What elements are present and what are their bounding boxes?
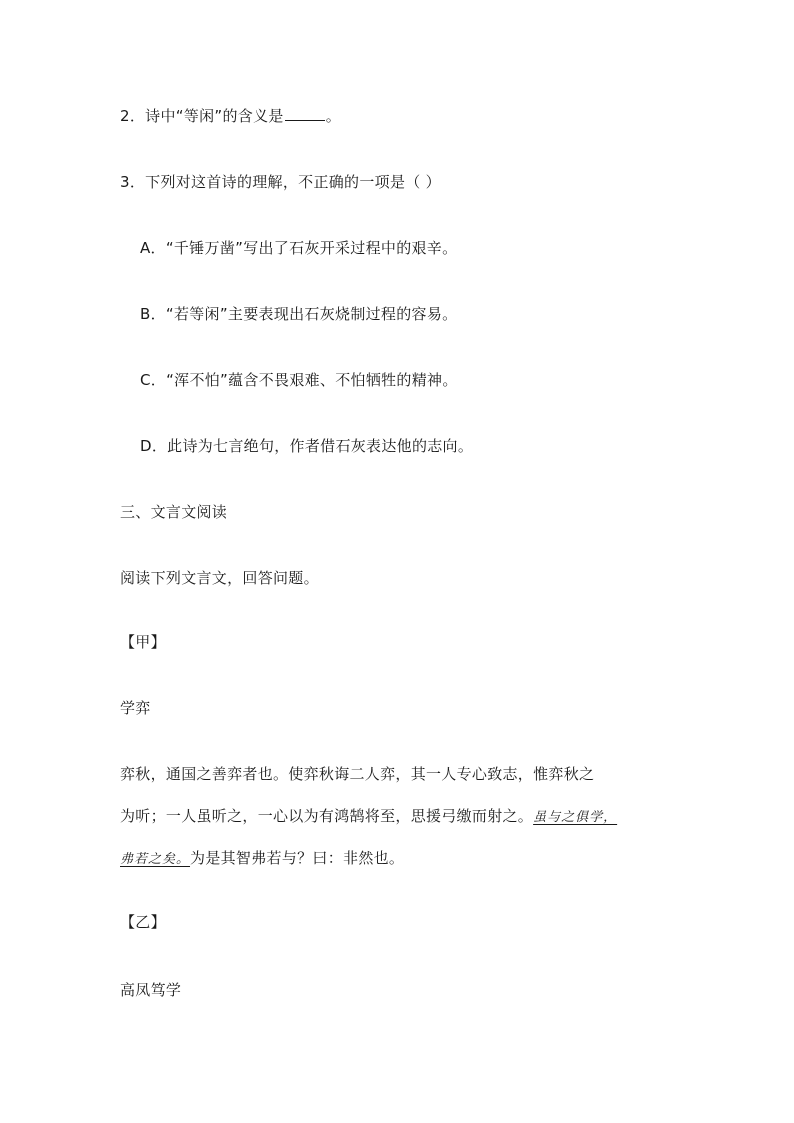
option-c[interactable]: C．“浑不怕”蕴含不畏艰难、不怕牺牲的精神。 xyxy=(140,371,458,389)
option-a[interactable]: A．“千锤万凿”写出了石灰开采过程中的艰辛。 xyxy=(140,239,458,257)
question-2 xyxy=(120,106,341,126)
question-2-end: 。 xyxy=(325,107,341,125)
passage-jia-line-3 xyxy=(120,848,404,870)
passage-jia-line-2 xyxy=(120,806,617,828)
passage-jia-line-1: 弈秋，通国之善弈者也。使弈秋诲二人弈，其一人专心致志，惟弈秋之 xyxy=(120,765,595,783)
option-d[interactable]: D．此诗为七言绝句，作者借石灰表达他的志向。 xyxy=(140,437,474,455)
answer-blank[interactable] xyxy=(285,106,325,121)
option-b[interactable]: B．“若等闲”主要表现出石灰烧制过程的容易。 xyxy=(140,305,458,323)
question-3-stem: 3．下列对这首诗的理解，不正确的一项是（ ） xyxy=(120,173,441,191)
handwritten-underlined-phrase-cont: 弗若之矣。 xyxy=(120,852,191,867)
section-heading: 三、文言文阅读 xyxy=(120,503,228,521)
handwritten-underlined-phrase: 虽与之俱学， xyxy=(533,810,618,825)
passage-jia-line-3-text: 为是其智弗若与？曰：非然也。 xyxy=(190,849,405,867)
passage-yi-label: 【乙】 xyxy=(120,913,166,931)
question-2-text: 2．诗中“等闲”的含义是 xyxy=(120,107,284,125)
passage-jia-title: 学弈 xyxy=(120,699,151,717)
passage-jia-label: 【甲】 xyxy=(120,633,166,651)
passage-jia-line-2-text: 为听；一人虽听之，一心以为有鸿鹄将至，思援弓缴而射之。 xyxy=(120,807,534,825)
passage-yi-title: 高凤笃学 xyxy=(120,981,182,999)
section-instruction: 阅读下列文言文，回答问题。 xyxy=(120,569,319,587)
